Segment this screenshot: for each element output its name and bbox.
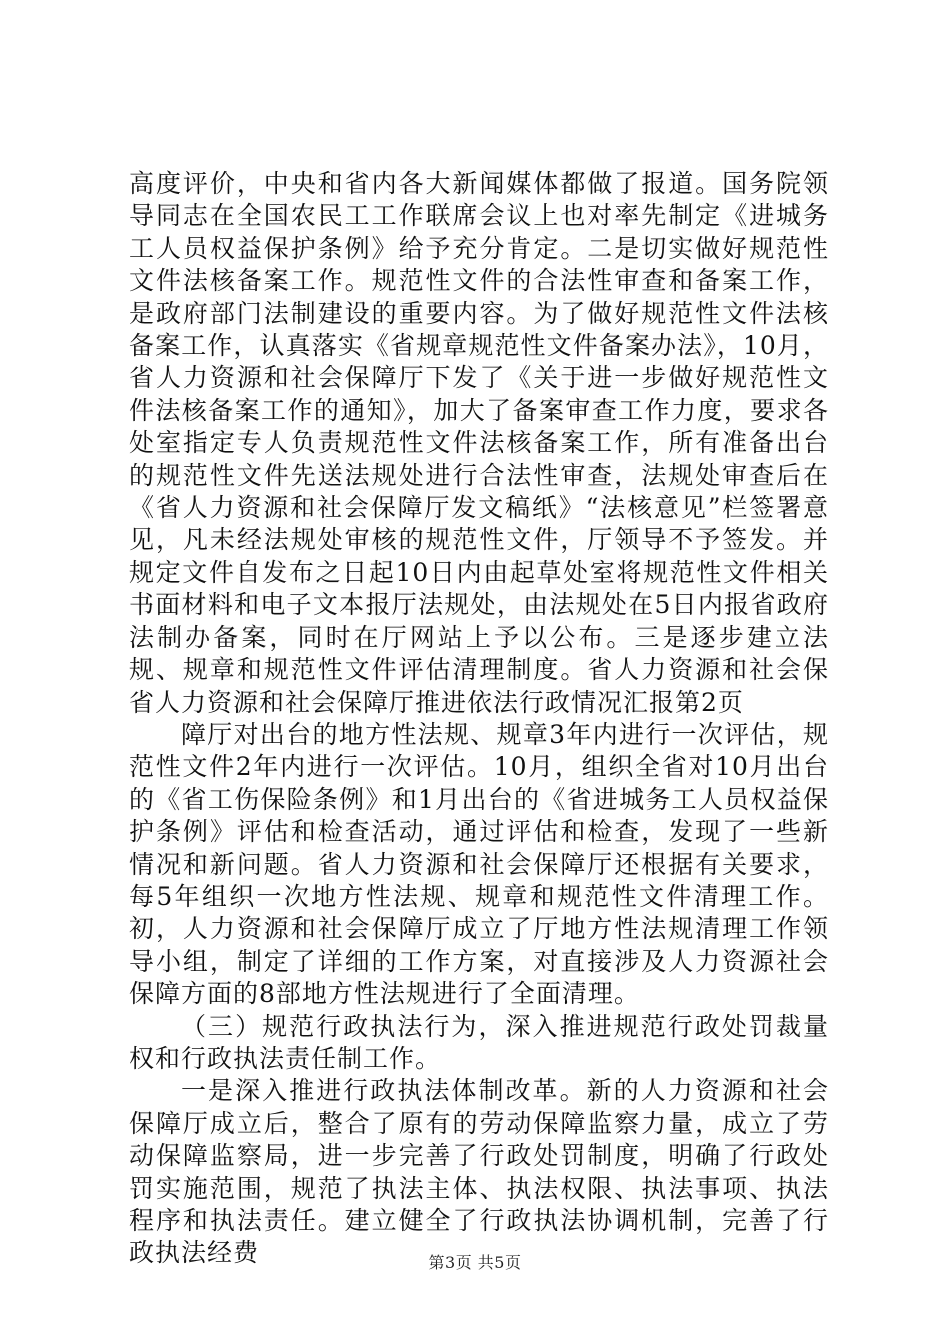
- section-heading: （三）规范行政执法行为，深入推进规范行政处罚裁量权和行政执法责任制工作。: [129, 1011, 829, 1073]
- document-body: [129, 168, 829, 1270]
- page-footer: 第3页 共5页: [428, 1253, 522, 1272]
- body-paragraph: 一是深入推进行政执法体制改革。新的人力资源和社会保障厅成立后，整合了原有的劳动保障监察力量，成立了劳动保障监察局，进一步完善了行政处罚制度，明确了行政处罚实施范围，规范了执法主体、执法权限、执法事项、执法程序和执法责任。建立健全了行政执法协调机制，完善了行政执法经费: [129, 1076, 829, 1268]
- body-paragraph: 高度评价，中央和省内各大新闻媒体都做了报道。国务院领导同志在全国农民工工作联席会议上也对率先制定《进城务工人员权益保护条例》给予充分肯定。二是切实做好规范性文件法核备案工作。规范性文件的合法性审查和备案工作，是政府部门法制建设的重要内容。为了做好规范性文件法核备案工作，认真落实《省规章规范性文件备案办法》，10月，省人力资源和社会保障厅下发了《关于进一步做好规范性文件法核备案工作的通知》，加大了备案审查工作力度，要求各处室指定专人负责规范性文件法核备案工作，所有准备出台的规范性文件先送法规处进行合法性审查，法规处审查后在《省人力资源和社会保障厅发文稿纸》“法核意见”栏签署意见，凡未经法规处审核的规范性文件，厅领导不予签发。并规定文件自发布之日起10日内由起草处室将规范性文件相关书面材料和电子文本报厅法规处，由法规处在5日内报省政府法制办备案，同时在厅网站上予以公布。三是逐步建立法规、规章和规范性文件评估清理制度。省人力资源和社会保省人力资源和社会保障厅推进依法行政情况汇报第2页: [129, 169, 829, 717]
- body-paragraph: 障厅对出台的地方性法规、规章3年内进行一次评估，规范性文件2年内进行一次评估。10月，组织全省对10月出台的《省工伤保险条例》和1月出台的《省进城务工人员权益保护条例》评估和检查活动，通过评估和检查，发现了一些新情况和新问题。省人力资源和社会保障厅还根据有关要求，每5年组织一次地方性法规、规章和规范性文件清理工作。初，人力资源和社会保障厅成立了厅地方性法规清理工作领导小组，制定了详细的工作方案，对直接涉及人力资源社会保障方面的8部地方性法规进行了全面清理。: [129, 719, 829, 1009]
